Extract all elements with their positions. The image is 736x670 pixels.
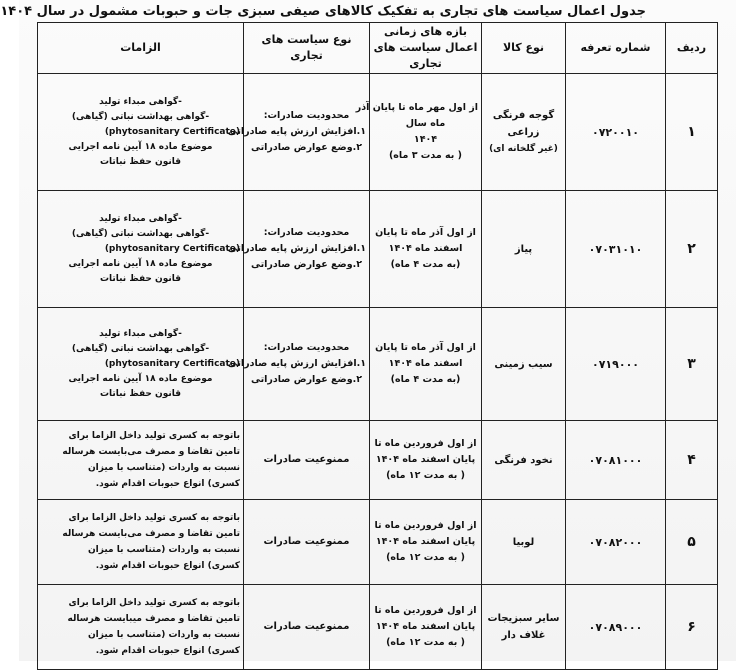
header-policy: نوع سیاست های تجاری [244, 23, 370, 74]
requirement-line: کسری) انواع حبوبات اقدام شود. [95, 646, 240, 656]
table-row [38, 585, 718, 670]
header-tariff: شماره تعرفه [566, 23, 666, 74]
requirement-line: قانون حفظ نباتات [99, 156, 182, 167]
goods-type [482, 74, 566, 191]
goods-name: نخود فرنگی [494, 454, 553, 466]
table-row [38, 191, 718, 308]
header-row [38, 23, 718, 74]
tariff-number: ۰۷۰۸۹۰۰۰ [566, 585, 666, 670]
trade-policy-table [37, 22, 718, 670]
goods-type [482, 421, 566, 500]
policy-line: ممنوعیت صادرات [263, 454, 350, 465]
period-line: از اول آذر ماه تا پایان [375, 227, 476, 238]
period-line: (به مدت ۴ ماه) [390, 374, 461, 385]
requirement-line: قانون حفظ نباتات [99, 273, 182, 284]
requirement-line: موضوع ماده ۱۸ آیین نامه اجرایی [68, 258, 213, 269]
period-line: ماه سال [405, 118, 446, 129]
requirement-line: کسری) انواع حبوبات اقدام شود. [95, 479, 240, 489]
header-goods: نوع کالا [482, 23, 566, 74]
policy-line: محدودیت صادرات: [263, 227, 350, 238]
table-row [38, 74, 718, 191]
policy-line: ۱.افزایش ارزش پایه صادراتی [227, 358, 366, 369]
tariff-number: ۰۷۰۸۲۰۰۰ [566, 500, 666, 585]
policy-line: ممنوعیت صادرات [263, 536, 350, 547]
period-line: ۱۴۰۴ [413, 134, 438, 145]
policy-type [244, 421, 370, 500]
requirement-line: تامین تقاضا و مصرف می‌بایست هرساله [62, 529, 240, 539]
tariff-number: ۰۷۲۰۰۱۰ [566, 74, 666, 191]
period-line: از اول آذر ماه تا پایان [375, 342, 476, 353]
row-index: ۴ [666, 421, 718, 500]
policy-period [370, 500, 482, 585]
requirement-line: -گواهی مبداء تولید [99, 96, 182, 107]
goods-name: گوجه فرنگی زراعی [492, 109, 555, 138]
requirements [38, 421, 244, 500]
period-line: پایان اسفند ماه ۱۴۰۴ [375, 536, 476, 547]
requirement-line: نسبت به واردات (متناسب با میزان [87, 630, 240, 640]
policy-line: محدودیت صادرات: [263, 342, 350, 353]
goods-name: سایر سبزیجات غلاف دار [487, 613, 560, 641]
policy-line: محدودیت صادرات: [263, 110, 350, 121]
period-line: ( به مدت ۱۲ ماه) [386, 552, 465, 563]
row-index: ۳ [666, 308, 718, 421]
requirement-line: -گواهی مبداء تولید [99, 213, 182, 224]
goods-name: سیب زمینی [494, 358, 553, 370]
table-row [38, 500, 718, 585]
period-line: ( به مدت ۱۲ ماه) [386, 637, 465, 648]
period-line: از اول فروردین ماه تا [374, 438, 477, 449]
header-index: ردیف [666, 23, 718, 74]
policy-type [244, 500, 370, 585]
row-index: ۱ [666, 74, 718, 191]
requirement-line: -گواهی بهداشت نباتی (گیاهی) [71, 343, 210, 354]
requirement-line: تامین تقاضا و مصرف می‌بایست هرساله [62, 447, 240, 457]
requirement-line: کسری) انواع حبوبات اقدام شود. [95, 561, 240, 571]
policy-type [227, 74, 370, 191]
requirements [38, 74, 244, 191]
requirement-line: (phytosanitary Certificate) [104, 126, 240, 137]
requirement-line: نسبت به واردات (متناسب با میزان [87, 545, 240, 555]
requirement-line: موضوع ماده ۱۸ آیین نامه اجرایی [68, 141, 213, 152]
tariff-number: ۰۷۰۳۱۰۱۰ [566, 191, 666, 308]
requirement-line: (phytosanitary Certificate) [104, 358, 240, 369]
goods-type [482, 500, 566, 585]
requirement-line: باتوجه به کسری تولید داخل الزاما برای [68, 598, 240, 608]
goods-type [482, 191, 566, 308]
requirement-line: نسبت به واردات (متناسب با میزان [87, 463, 240, 473]
requirement-line: -گواهی بهداشت نباتی (گیاهی) [71, 111, 210, 122]
period-line: ( به مدت ۱۲ ماه) [386, 470, 465, 481]
policy-line: ۱.افزایش ارزش پایه صادراتی [227, 126, 366, 137]
policy-period [370, 308, 482, 421]
policy-period [370, 585, 482, 670]
policy-line: ۲.وضع عوارض صادراتی [250, 259, 363, 270]
header-period: بازه های زمانی اعمال سیاست های تجاری [370, 23, 482, 74]
goods-name: لوبیا [512, 536, 535, 548]
policy-type [227, 191, 370, 308]
requirements [38, 500, 244, 585]
requirement-line: قانون حفظ نباتات [99, 388, 182, 399]
period-line: از اول فروردین ماه تا [374, 605, 477, 616]
requirements [38, 585, 244, 670]
row-index: ۶ [666, 585, 718, 670]
policy-line: ۲.وضع عوارض صادراتی [250, 374, 363, 385]
period-line: از اول فروردین ماه تا [374, 520, 477, 531]
goods-note: (غیر گلخانه ای) [489, 143, 558, 154]
header-requirements: الزامات [38, 23, 244, 74]
period-line: ( به مدت ۳ ماه) [388, 150, 463, 161]
requirements [38, 191, 244, 308]
period-line: پایان اسفند ماه ۱۴۰۴ [375, 454, 476, 465]
tariff-number: ۰۷۰۸۱۰۰۰ [566, 421, 666, 500]
policy-period [355, 74, 482, 191]
policy-line: ۲.وضع عوارض صادراتی [250, 142, 363, 153]
requirement-line: تامین تقاضا و مصرف میبایست هرساله [67, 614, 240, 624]
goods-type [482, 585, 566, 670]
policy-period [370, 421, 482, 500]
table-row [38, 308, 718, 421]
tariff-number: ۰۷۱۹۰۰۰ [566, 308, 666, 421]
requirement-line: -گواهی بهداشت نباتی (گیاهی) [71, 228, 210, 239]
requirement-line: باتوجه به کسری تولید داخل الزاما برای [68, 513, 240, 523]
policy-line: ممنوعیت صادرات [263, 621, 350, 632]
requirement-line: -گواهی مبداء تولید [99, 328, 182, 339]
requirement-line: موضوع ماده ۱۸ آیین نامه اجرایی [68, 373, 213, 384]
period-line: پایان اسفند ماه ۱۴۰۴ [375, 621, 476, 632]
policy-line: ۱.افزایش ارزش پایه صادراتی [227, 243, 366, 254]
goods-type [482, 308, 566, 421]
table-row [38, 421, 718, 500]
row-index: ۲ [666, 191, 718, 308]
period-line: از اول مهر ماه تا پایان آذر [355, 102, 478, 113]
table-title: جدول اعمال سیاست های تجاری به تفکیک کالاهای صیفی سبزی جات و حبوبات مشمول در سال ۱۴۰۴ [0, 4, 646, 19]
goods-name: پیاز [514, 243, 533, 255]
row-index: ۵ [666, 500, 718, 585]
requirements [38, 308, 244, 421]
period-line: (به مدت ۴ ماه) [390, 259, 461, 270]
requirement-line: باتوجه به کسری تولید داخل الزاما برای [68, 431, 240, 441]
policy-period [370, 191, 482, 308]
policy-type [227, 308, 370, 421]
requirement-line: (phytosanitary Certificate) [104, 243, 240, 254]
period-line: اسفند ماه ۱۴۰۴ [388, 358, 463, 369]
period-line: اسفند ماه ۱۴۰۴ [388, 243, 463, 254]
policy-type [244, 585, 370, 670]
